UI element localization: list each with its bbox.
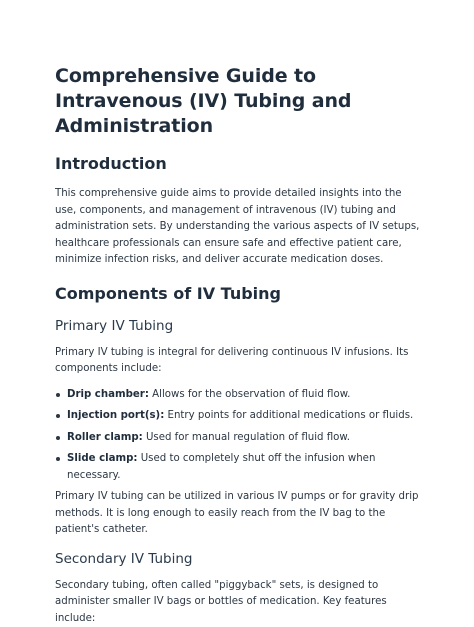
bullet-icon xyxy=(56,414,60,418)
components-heading: Components of IV Tubing xyxy=(55,284,425,304)
bullet-icon xyxy=(56,436,60,440)
primary-tubing-lead: Primary IV tubing is integral for delivering continuous IV infusions. Its components include: xyxy=(55,345,425,378)
bullet-icon xyxy=(56,393,60,397)
primary-tubing-heading: Primary IV Tubing xyxy=(55,317,425,335)
list-item-term: Roller clamp: xyxy=(67,432,143,443)
intro-heading: Introduction xyxy=(55,154,425,174)
list-item-text: Allows for the observation of fluid flow. xyxy=(149,389,350,400)
list-item-text: Entry points for additional medications or fluids. xyxy=(164,410,413,421)
list-item-term: Drip chamber: xyxy=(67,389,149,400)
primary-components-list xyxy=(55,387,425,485)
intro-paragraph: This comprehensive guide aims to provide detailed insights into the use, components, and management of intravenous (IV) tubing and administration sets. By understanding the various aspects of IV setups, healthcare professionals can ensure safe and effective patient care, minimize infection risks, and deliver accurate medication doses. xyxy=(55,186,425,269)
page-title: Comprehensive Guide to Intravenous (IV) Tubing and Administration xyxy=(55,64,425,139)
list-item-text: Used for manual regulation of fluid flow. xyxy=(143,432,350,443)
primary-tubing-usage: Primary IV tubing can be utilized in various IV pumps or for gravity drip methods. It is long enough to easily reach from the IV bag to the patient's catheter. xyxy=(55,489,425,539)
secondary-tubing-heading: Secondary IV Tubing xyxy=(55,550,425,568)
secondary-tubing-lead: Secondary tubing, often called "piggyback" sets, is designed to administer smaller IV bags or bottles of medication. Key features include: xyxy=(55,578,425,627)
list-item xyxy=(55,408,425,425)
list-item-term: Injection port(s): xyxy=(67,410,164,421)
list-item xyxy=(55,387,425,404)
list-item xyxy=(55,451,425,484)
list-item-term: Slide clamp: xyxy=(67,453,137,464)
bullet-icon xyxy=(56,457,60,461)
document-content xyxy=(55,64,425,627)
list-item xyxy=(55,430,425,447)
list-item-text: Used to completely shut off the infusion when necessary. xyxy=(67,453,375,481)
